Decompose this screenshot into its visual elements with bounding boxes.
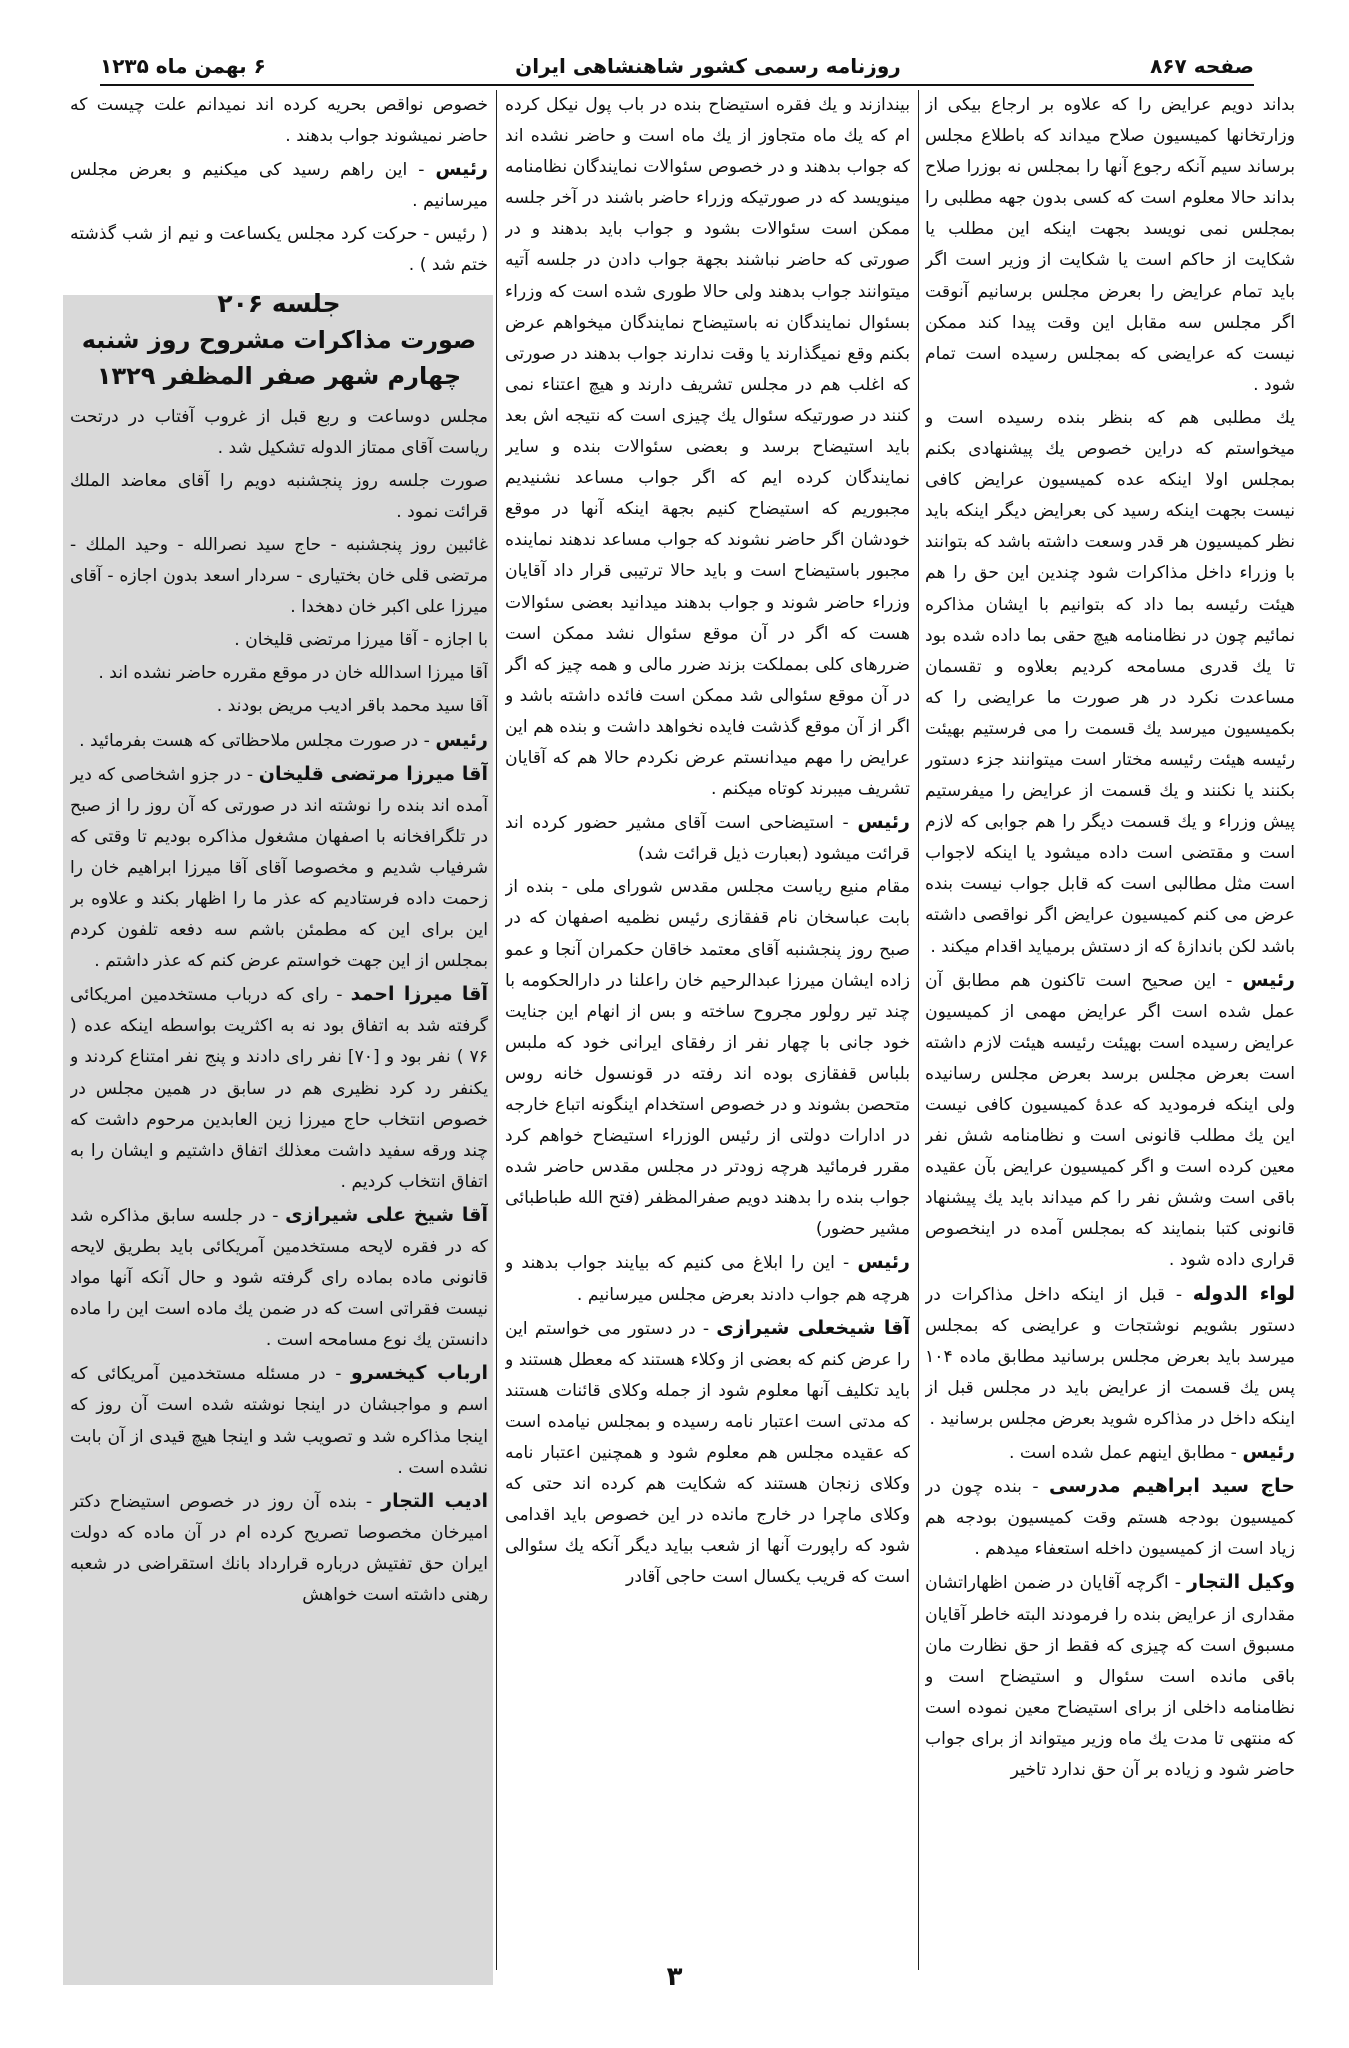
speech (70, 1358, 488, 1483)
speech-text: - استیضاحی است آقای مشیر حضور کرده اند قرائت میشود (بعبارت ذیل قرائت شد) (505, 813, 910, 865)
speech-text: - در صورت مجلس ملاحظاتی که هست بفرمائید . (79, 730, 436, 751)
speaker-name: رئیس (1242, 968, 1295, 991)
speech-text: - این را ابلاغ می کنیم که بیایند جواب بدهند و هرچه هم جواب دادند بعرض مجلس میرسانیم . (505, 1253, 910, 1305)
speech-text: - در دستور می خواستم این را عرض کنم که بعضی از وکلاء هستند که معطل هستند و باید تکلیف آنها معلوم شود از جمله وکلای قائنات هستند که مدتی است اعتبار نامه رسیده و بمجلس نیامده است که عقیده مجلس هم معلوم شود و همچنین اعتبار نامه وکلای زنجان هستند که شکایت هم کرده اند حتی که وکلای ماچرا در خارج مانده در این خصوص باید اقدامی شود که راپورت آنها از شعب بیاید دیگر آنکه یك سئوالی است که قریب یکسال است حاجی آقادر (505, 1318, 910, 1588)
speech (925, 1437, 1295, 1469)
session-title: جلسه ۲۰۶ (217, 288, 341, 318)
newspaper-title: روزنامه رسمی کشور شاهنشاهی ایران (515, 54, 901, 78)
speech-text: - در جزو اشخاصی که دیر آمده اند بنده را نوشته اند در صورتی که آن روز را از صبح در تلگرافخانه با اصفهان مشغول مذاکره بودیم تا وقتی که شرفیاب شدیم و مخصوصا آقای آقا میرزا ابراهیم خان را زحمت داده فرستادیم که عذر ما را اظهار بکند و علاوه بر این برای این که مطمئن باشم سه دفعه تلفون کردم بمجلس از این جهت خواستم عرض کنم که عذر داشتم . (70, 764, 488, 972)
speaker-name: آقا شیخ علی شیرازی (285, 1203, 488, 1226)
speaker-name: رئیس (857, 1251, 910, 1274)
page-number: صفحه ۸۶۷ (1150, 54, 1254, 78)
speaker-name: آقا شیخعلی شیرازی (716, 1316, 910, 1339)
speech-text: - قبل از اینکه داخل مذاکرات در دستور بشویم نوشتجات و عرایضی که بمجلس میرسد باید بعرض مجلس برسانید مطابق ماده ۱۰۴ پس یك قسمت از عرایض باید در مجلس قبل از اینکه داخل در مذاکره شوید بعرض مجلس برسانید . (925, 1284, 1295, 1429)
session-adjourned-note: ( رئیس - حرکت کرد مجلس یکساعت و نیم از شب گذشته ختم شد ) . (70, 224, 488, 276)
speaker-name: وکیل التجار (1187, 1571, 1295, 1594)
paragraph: آقا سید محمد باقر ادیب مریض بودند . (216, 696, 488, 717)
speech-text: - در مسئله مستخدمین آمریکائی که اسم و مواجبشان در اینجا نوشته شده است آن روز که اینجا مذاکره شد و تصویب شد و اینجا هیچ قیدی از آن بابت نشده است . (70, 1364, 488, 1478)
session-subtitle: صورت مذاکرات مشروح روز شنبه چهارم شهر صفر المظفر ۱۳۲۹ (81, 325, 477, 390)
speech-text: - رای که درباب مستخدمین امریکائی گرفته شد به اتفاق بود نه به اکثریت بواسطه اینکه عده ( ۷۶ ) نفر بود و [۷۰] نفر رای دادند و پنج نفر امتناع کردند و یکنفر رد کرد نظیری هم در سابق در همین مجلس در خصوص انتخاب حاج میرزا زین العابدین مرحوم داشت که چند ورقه سفید داشت معذلك اتفاق داشتیم و ایشان را به اتفاق انتخاب کردیم . (70, 985, 488, 1192)
paragraph: بداند دویم عرایض را که علاوه بر ارجاع بیکی از وزارتخانها کمیسیون صلاح میداند که باطلاع مجلس برساند سیم آنکه رجوع آنها را بمجلس نه بوزرا صلاح بداند حالا معلوم است که کسی بدون جهه مطلبی را بمجلس نمی نویسد بجهت اینکه این مطلب یا شکایت از حاکم است یا شکایت از وزیر است اگر باید تمام عرایض را بعرض مجلس برسانیم آنوقت اگر مجلس سه مقابل این وقت پیدا کند ممکن نیست که عرایضی که بمجلس رسیده است تمام شود . (925, 95, 1295, 395)
page-header (100, 48, 1254, 86)
speaker-name: ارباب کیخسرو (351, 1362, 488, 1385)
speech-text: - این راهم رسید کی میکنیم و بعرض مجلس میرسانیم . (70, 160, 488, 212)
paragraph: صورت جلسه روز پنجشنبه دویم را آقای معاضد الملك قرائت نمود . (70, 470, 488, 522)
speech (925, 1471, 1295, 1565)
speech-text: - در جلسه سابق مذاکره شد که در فقره لایحه مستخدمین آمریکائی باید بطریق لایحه قانونی ماده بماده رای گرفته شود و حال آنکه آنها مواد نیست فقراتی است که در ضمن یك ماده است این را ماده دانستن یك نوع مسامحه است . (70, 1205, 488, 1351)
paragraph: یك مطلبی هم که بنظر بنده رسیده است و میخواستم که دراین خصوص یك پیشنهادی بکنم بمجلس اولا اینکه عده کمیسیون عرایض کافی نیست بجهت اینکه رسید کی بعرایض دیگر اینکه باید نظر کمیسیون هر قدر وسعت داشته باشد که بتوانند با وزراء داخل مذاکرات شود چندین این حق را هم هیئت رئیسه بما داد که بتوانیم با ایشان مذاکره نمائیم چون در نظامنامه هیچ حقی بما داده شده بود تا یك قدری مسامحه کردیم بعلاوه و تقسمان مساعدت نکرد در هر صورت ما عرایضی را که بکمیسیون میرسد یك قسمت را می فرستیم بهیئت رئیسه هیئت رئیسه مختار است میتوانند جزء دستور بکنند یا نکنند و یك قسمت از عرایض را میفرستیم پیش وزراء و یك قسمت دیگر را هم جوابی که لازم است و مقتضی است داده میشود یا اینکه لاجواب است مثل مطالبی است که قابل جواب نیست بنده عرض می کنم کمیسیون عرایض اگر نواقصی داشته باشد لکن باندازهٔ که از دستش برمیاید اقدام میکند . (925, 407, 1295, 957)
speech (70, 725, 488, 757)
speaker-name: رئیس (435, 728, 488, 751)
column-middle (505, 90, 910, 1970)
speech (70, 979, 488, 1198)
speaker-name: رئیس (857, 811, 910, 834)
speaker-name: آقا میرزا مرتضی قلیخان (258, 762, 488, 785)
speech (70, 1486, 488, 1611)
column-right (925, 90, 1295, 1970)
speech-text: - این صحیح است تاکنون هم مطابق آن عمل شده است اگر عرایض مهمی از کمیسیون عرایض رسیده است بهیئت رئیسه هیئت لازم داشته است بعرض مجلس برسد بعرض مجلس رسانیده ولی اینکه فرمودید که عدهٔ کمیسیون کافی نیست این یك مطلب قانونی است و نظامنامه شش نفر معین کرده است و اگر کمیسیون عرایض بآن عقیده باقی است وشش نفر را کم میداند باید یك پیشنهاد قانونی کتبا بنمایند که بمجلس آمده در اینخصوص قراری داده شود . (925, 970, 1295, 1271)
speaker-name: حاج سید ابراهیم مدرسی (1048, 1475, 1295, 1498)
speech (70, 1200, 488, 1356)
speech (505, 1247, 910, 1310)
speech (925, 1567, 1295, 1786)
speech (925, 1279, 1295, 1435)
issue-date: ۶ بهمن ماه ۱۲۳۵ (100, 54, 266, 78)
paragraph: بیندازند و یك فقره استیضاح بنده در باب پول نیکل کرده ام که یك ماه متجاوز از یك ماه است و حاضر نشده اند که جواب بدهند و در خصوص سئوالات نمایندگان نظامنامه مینویسد که در صورتیکه وزراء حاضر باشند در آخر جلسه ممکن است سئوالات بشود و جواب باید بدهند و در صورتی که حاضر نباشند بجهة جواب دادن در جلسه آتیه میتوانند جواب بدهند ولی حالا طوری شده است که وزراء بسئوال نمایندگان نه باستیضاح نمایندگان میخواهم عرض بکنم وقع نمیگذارند یا وقت ندارند جواب بدهند در صورتی که اغلب هم در مجلس تشریف دارند و هیچ اعتناء نمی کنند در صورتیکه سئوال یك چیزی است که نتیجه اش بعد باید استیضاح برسد و بعضی سئوالات بنده و سایر نمایندگان کرده ایم که اگر جواب مساعد نشنیدیم مجبوریم که استیضاح کنیم بجهة اینکه آنها در موقع خودشان اگر حاضر نشوند که جواب مساعد ندهند نماینده مجبور باستیضاح است و باید حالا ترتیبی قرار داد آقایان وزراء حاضر شوند و جواب بدهند میدانید بعضی سئوالات هست که اگر در آن موقع سئوال نشد ممکن است ضررهای کلی بمملکت بزند ضرر مالی و همه چیز که اگر در آن موقع سئوالی شد ممکن است فائده داشته باشد و اگر از آن موقع گذشت فایده نخواهد داشت و بنده هم این عرایض را مهم میدانستم عرض نکردم حالا هم که آقایان تشریف میبرند کوتاه میکنم . (505, 95, 910, 800)
speech (70, 154, 488, 217)
speaker-name: ادیب التجار (381, 1489, 488, 1512)
speech-text: - اگرچه آقایان در ضمن اظهاراتشان مقداری از عرایض بنده را فرمودند البته خاطر آقایان مسبوق است که چیزی که فقط از حق نظارت مان باقی مانده است سئوال و استیضاح است و نظامنامه داخلی از برای استیضاح معین نموده است که منتهی تا مدت یك ماه وزیر میتواند از برای جواب حاضر شود و زیاده بر آن حق ندارد تاخیر (925, 1573, 1295, 1780)
speaker-name: رئیس (1242, 1441, 1295, 1464)
speech-text: - بنده چون در کمیسیون بودجه هستم وقت کمیسیون بودجه هم زیاد است از کمیسیون داخله استعفاء میدهم . (925, 1477, 1295, 1560)
speech (70, 759, 488, 978)
speech-text: - بنده آن روز در خصوص استیضاح دکتر امیرخان مخصوصا تصریح کرده ام در آن ماده که دولت ایران حق تفتیش درباره قرارداد بانك استقراضی در شعبه رهنی داشته است خواهش (70, 1491, 488, 1606)
speaker-name: رئیس (435, 158, 488, 181)
paragraph: آقا میرزا اسدالله خان در موقع مقرره حاضر نشده اند . (98, 663, 488, 684)
paragraph: غائبین روز پنجشنبه - حاج سید نصرالله - وحید الملك - مرتضی قلی خان بختیاری - سردار اسعد بدون اجازه - آقای میرزا علی اکبر خان دهخدا . (70, 534, 488, 618)
speech (505, 807, 910, 870)
paragraph: مجلس دوساعت و ربع قبل از غروب آفتاب در درتحت ریاست آقای ممتاز الدوله تشکیل شد . (70, 406, 488, 458)
speech-text: - مطابق اینهم عمل شده است . (1008, 1443, 1243, 1464)
paragraph: خصوص نواقص بحریه کرده اند نمیدانم علت چیست که حاضر نمیشوند جواب بدهند . (70, 95, 488, 147)
speech (925, 965, 1295, 1277)
speech (505, 1313, 910, 1594)
column-left (70, 90, 488, 1970)
speaker-name: لواء الدوله (1192, 1282, 1295, 1305)
interpellation-letter: مقام منیع ریاست مجلس مقدس شورای ملی - بنده از بابت عباسخان نام قفقازی رئیس نظمیه اصفهان که در صبح روز پنجشنبه آقای معتمد خاقان حکمران آنجا و عمو زاده ایشان میرزا عبدالرحیم خان راعلنا در دارالحکومه با چند تیر رولور مجروح ساخته و بس از انهام این جنایت خود جانی با چهار نفر از رفقای ایرانی خود که ملبس بلباس قفقازی بوده اند رفته در قونسول خانه روس متحصن بشوند و در خصوص استخدام اینگونه اتباع خارجه در ادارات دولتی از رئیس الوزراء استیضاح خواهم کرد مقرر فرمائید هرچه زودتر در مجلس مقدس حاضر شده جواب بنده را بدهند دویم صفرالمظفر (فتح الله طباطبائی مشیر حضور) (505, 877, 910, 1240)
column-rule-right (918, 90, 919, 1970)
session-heading (70, 286, 488, 394)
paragraph: با اجازه - آقا میرزا مرتضی قلیخان . (234, 630, 488, 651)
speaker-name: آقا میرزا احمد (350, 983, 488, 1006)
page-folio: ۳ (666, 1962, 683, 1992)
column-rule-left (496, 90, 497, 1970)
